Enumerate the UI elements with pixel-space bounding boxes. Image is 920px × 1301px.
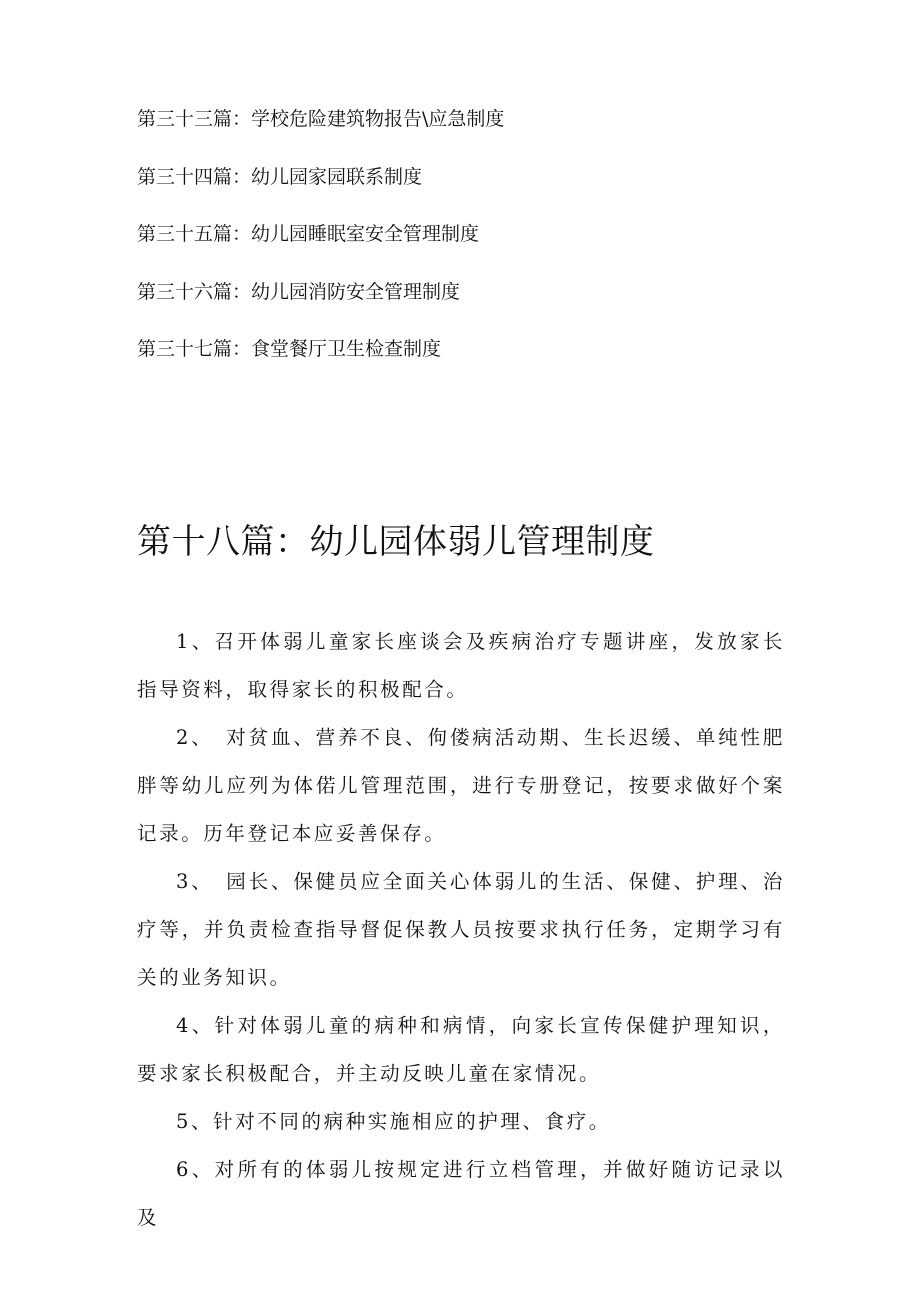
paragraph: 5、针对不同的病种实施相应的护理、食疗。: [176, 1110, 611, 1133]
toc-item: 第三十七篇：食堂餐厅卫生检查制度: [137, 338, 442, 360]
table-of-contents: [137, 104, 837, 392]
toc-item: 第三十四篇：幼儿园家园联系制度: [137, 165, 423, 188]
section-heading: 第十八篇：幼儿园体弱儿管理制度: [137, 522, 655, 562]
paragraph: 3、 园长、保健员应全面关心体弱儿的生活、保健、护理、治疗等，并负责检查指导督促保教人员按要求执行任务，定期学习有关的业务知识。: [137, 870, 785, 989]
toc-item: 第三十六篇：幼儿园消防安全管理制度: [137, 280, 461, 303]
paragraph: 4、针对体弱儿童的病种和病情，向家长宣传保健护理知识，要求家长积极配合，并主动反映儿童在家情况。: [137, 1014, 785, 1085]
paragraph: 6、对所有的体弱儿按规定进行立档管理，并做好随访记录以及: [137, 1158, 785, 1229]
paragraph: 2、 对贫血、营养不良、佝偻病活动期、生长迟缓、单纯性肥胖等幼儿应列为体偌儿管理范围，进行专册登记，按要求做好个案记录。历年登记本应妥善保存。: [137, 726, 785, 845]
toc-item: 第三十三篇：学校危险建筑物报告\应急制度: [137, 108, 505, 130]
toc-item: 第三十五篇：幼儿园睡眠室安全管理制度: [137, 223, 480, 245]
paragraph: 1、召开体弱儿童家长座谈会及疾病治疗专题讲座，发放家长指导资料，取得家长的积极配合。: [137, 630, 785, 701]
document-body: [137, 618, 785, 1242]
